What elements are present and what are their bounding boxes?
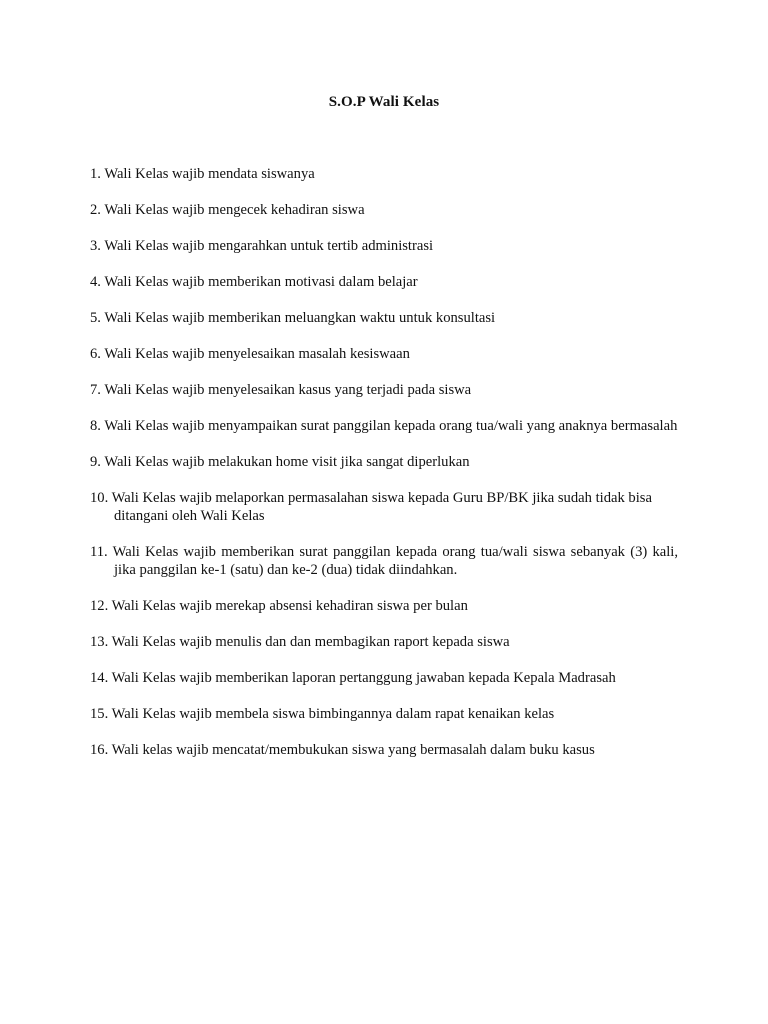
item-text: Wali kelas wajib mencatat/membukukan siswa yang bermasalah dalam buku kasus (111, 742, 595, 758)
list-item (90, 309, 678, 327)
list-item (90, 453, 678, 471)
list-item (90, 345, 678, 363)
sop-list (90, 165, 678, 777)
item-number: 7. (90, 382, 101, 398)
list-item (90, 165, 678, 183)
item-text: Wali Kelas wajib membela siswa bimbingannya dalam rapat kenaikan kelas (111, 706, 555, 722)
item-number: 5. (90, 310, 101, 326)
list-item (90, 669, 678, 687)
item-text: Wali Kelas wajib menyampaikan surat panggilan kepada orang tua/wali yang anaknya bermasalah (104, 418, 678, 434)
item-number: 16. (90, 742, 109, 758)
item-number: 9. (90, 454, 101, 470)
item-text: Wali Kelas wajib menyelesaikan masalah kesiswaan (104, 346, 410, 362)
list-item (90, 237, 678, 255)
list-item (90, 273, 678, 291)
item-number: 3. (90, 238, 101, 254)
item-number: 10. (90, 490, 109, 506)
item-number: 8. (90, 418, 101, 434)
list-item (90, 597, 678, 615)
list-item (90, 417, 678, 435)
item-text: Wali Kelas wajib melaporkan permasalahan siswa kepada Guru BP/BK jika sudah tidak bisa ditangani oleh Wali Kelas (111, 490, 652, 524)
item-text: Wali Kelas wajib menyelesaikan kasus yang terjadi pada siswa (104, 382, 472, 398)
item-number: 2. (90, 202, 101, 218)
item-text: Wali Kelas wajib memberikan laporan pertanggung jawaban kepada Kepala Madrasah (111, 670, 616, 686)
list-item (90, 381, 678, 399)
list-item (90, 201, 678, 219)
item-text: Wali Kelas wajib melakukan home visit jika sangat diperlukan (104, 454, 470, 470)
list-item (90, 705, 678, 723)
item-text: Wali Kelas wajib memberikan motivasi dalam belajar (104, 274, 418, 290)
list-item (90, 543, 678, 579)
item-number: 15. (90, 706, 109, 722)
list-item (90, 741, 678, 759)
item-text: Wali Kelas wajib menulis dan dan membagikan raport kepada siswa (111, 634, 510, 650)
item-text: Wali Kelas wajib mendata siswanya (104, 166, 315, 182)
item-text: Wali Kelas wajib memberikan surat panggilan kepada orang tua/wali siswa sebanyak (3) kali, jika panggilan ke-1 (satu) dan ke-2 (dua) tidak diindahkan. (112, 544, 678, 578)
item-text: Wali Kelas wajib merekap absensi kehadiran siswa per bulan (111, 598, 468, 614)
list-item (90, 633, 678, 651)
item-number: 13. (90, 634, 109, 650)
item-number: 1. (90, 166, 101, 182)
item-number: 14. (90, 670, 109, 686)
item-number: 12. (90, 598, 109, 614)
item-number: 4. (90, 274, 101, 290)
item-text: Wali Kelas wajib mengarahkan untuk tertib administrasi (104, 238, 434, 254)
item-text: Wali Kelas wajib mengecek kehadiran siswa (104, 202, 365, 218)
item-text: Wali Kelas wajib memberikan meluangkan waktu untuk konsultasi (104, 310, 496, 326)
item-number: 6. (90, 346, 101, 362)
item-number: 11. (90, 544, 108, 560)
page-title: S.O.P Wali Kelas (328, 94, 440, 110)
list-item (90, 489, 678, 525)
